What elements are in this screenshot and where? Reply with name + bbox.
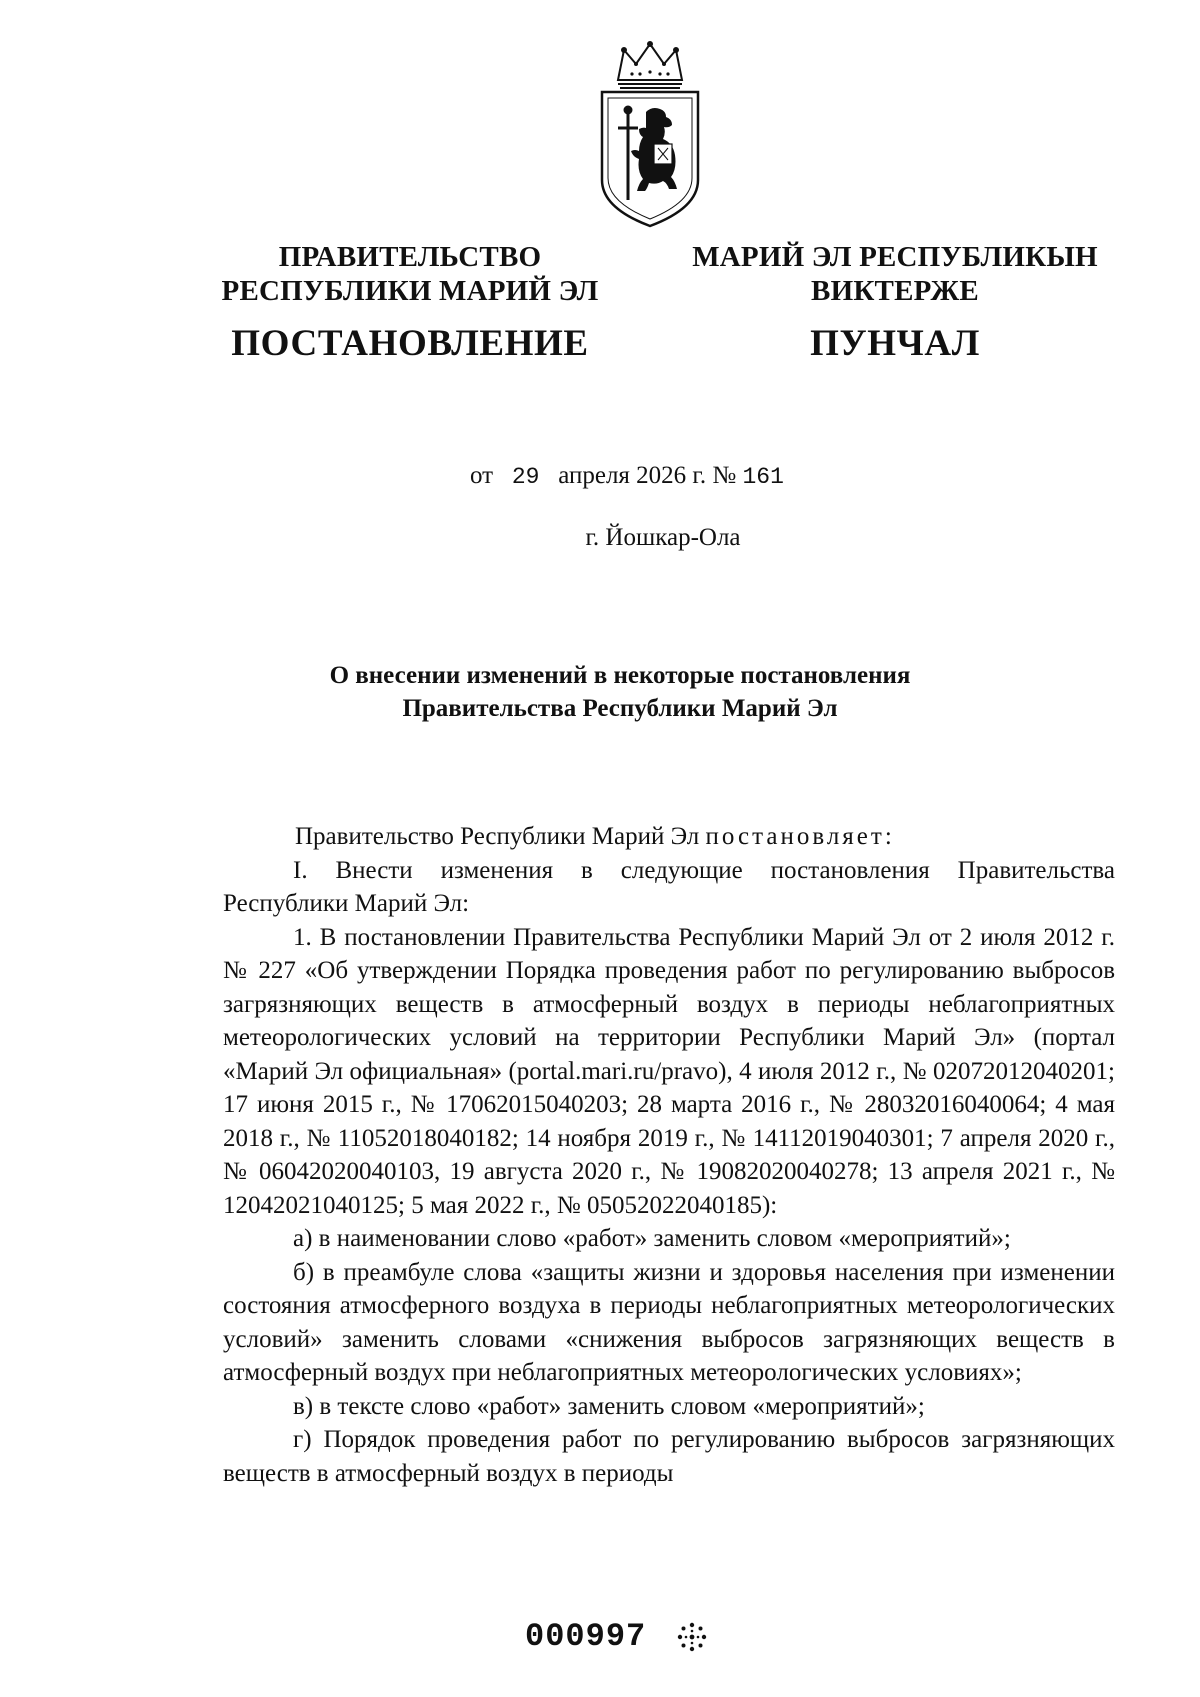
header-right-mari: [665, 240, 1125, 366]
title-line-2: Правительства Республики Марий Эл: [402, 694, 838, 722]
body-paragraph: 1. В постановлении Правительства Республики Марий Эл от 2 июля 2012 г. № 227 «Об утверждении Порядка проведения работ по регулированию выбросов загрязняющих веществ в атмосферный воздух в периоды неблагоприятных метеорологических условий на территории Республики Марий Эл» (портал «Марий Эл официальная» (portal.mari.ru/pravo), 4 июля 2012 г., № 02072012040201; 17 июня 2015 г., № 17062015040203; 28 марта 2016 г., № 28032016040064; 4 мая 2018 г., № 11052018040182; 14 ноября 2019 г., № 14112019040301; 7 апреля 2020 г., № 06042020040103, 19 августа 2020 г., № 19082020040278; 13 апреля 2021 г., № 12042021040125; 5 мая 2022 г., № 05052022040185):: [223, 923, 1115, 1219]
body-paragraph: г) Порядок проведения работ по регулированию выбросов загрязняющих веществ в атмосферный воздух в периоды: [223, 1426, 1115, 1487]
security-mark-icon: [675, 1620, 709, 1654]
document-number: 161: [742, 464, 784, 490]
body-paragraph: б) в преамбуле слова «защиты жизни и здоровья населения при изменении состояния атмосферного воздуха в периоды неблагоприятных метеорологических условий» заменить словами «снижения выбросов загрязняющих веществ в атмосферный воздух при неблагоприятных метеорологических условиях»;: [223, 1258, 1115, 1386]
date-day: 29: [511, 464, 540, 490]
intro-text: Правительство Республики Марий Эл: [295, 823, 706, 850]
document-title: [240, 660, 1000, 725]
header-left-doc-type: ПОСТАНОВЛЕНИЕ: [231, 323, 589, 365]
date-month-year: апреля 2026 г. №: [558, 462, 737, 489]
header-left-line-1: ПРАВИТЕЛЬСТВО: [278, 241, 542, 273]
date-line: [470, 462, 784, 490]
document-body: [223, 820, 1115, 1490]
body-paragraph: I. Внести изменения в следующие постановления Правительства Республики Марий Эл:: [223, 856, 1115, 917]
date-prefix: от: [470, 462, 494, 489]
city-line: [0, 524, 1200, 552]
form-serial-number: 000997: [525, 1618, 647, 1655]
coat-of-arms-emblem: [588, 40, 712, 236]
body-paragraph: а) в наименовании слово «работ» заменить словом «мероприятий»;: [293, 1225, 1011, 1252]
header-left-line-2: РЕСПУБЛИКИ МАРИЙ ЭЛ: [221, 275, 599, 308]
header-right-line-1: МАРИЙ ЭЛ РЕСПУБЛИКЫН: [692, 241, 1098, 273]
title-line-1: О внесении изменений в некоторые постановления: [329, 662, 911, 689]
header-left-russian: [200, 240, 620, 366]
body-paragraph: в) в тексте слово «работ» заменить словом «мероприятий»;: [293, 1392, 925, 1420]
header-right-doc-type: ПУНЧАЛ: [810, 323, 980, 365]
body-intro: [223, 820, 1115, 854]
header-right-line-2: ВИКТЕРЖЕ: [811, 275, 979, 308]
city-name: г. Йошкар-Ола: [585, 524, 741, 551]
intro-action: постановляет:: [705, 823, 895, 850]
